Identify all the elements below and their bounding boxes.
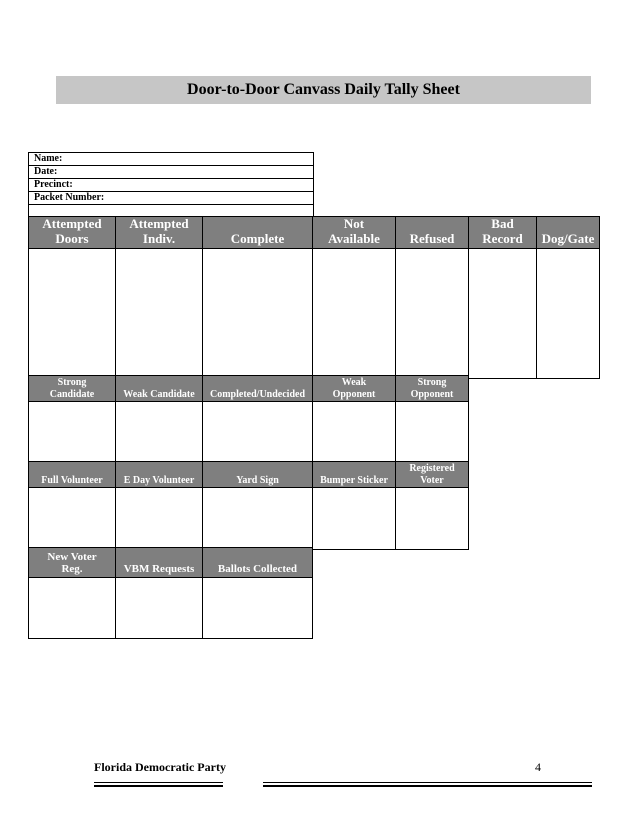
support-tally-table	[28, 375, 469, 464]
header-full-volunteer: Full Volunteer	[29, 462, 116, 488]
header-strong-candidate: Strong Candidate	[29, 376, 116, 402]
info-block	[28, 152, 314, 218]
header-attempted-doors: Attempted Doors	[29, 217, 116, 249]
tally-cell-yard-sign[interactable]	[203, 488, 313, 550]
title-bar	[56, 76, 591, 104]
header-yard-sign: Yard Sign	[203, 462, 313, 488]
tally-cell-full-volunteer[interactable]	[29, 488, 116, 550]
footer-rule-left-bottom	[94, 785, 223, 787]
footer-organization: Florida Democratic Party	[94, 760, 226, 774]
header-not-available: Not Available	[313, 217, 396, 249]
tally-cell-not-available[interactable]	[313, 248, 396, 378]
contact-tally-table	[28, 216, 600, 379]
tally-cell-ballots-collected[interactable]	[203, 578, 313, 639]
info-date-field: Date:	[29, 166, 313, 179]
header-new-voter-reg: New Voter Reg.	[29, 548, 116, 578]
tally-cell-weak-opponent[interactable]	[313, 402, 396, 464]
tally-cell-bumper-sticker[interactable]	[313, 488, 396, 550]
header-weak-candidate: Weak Candidate	[116, 376, 203, 402]
page-title: Door-to-Door Canvass Daily Tally Sheet	[187, 81, 460, 98]
footer-rule-right-bottom	[263, 785, 592, 787]
info-packet-number-field: Packet Number:	[29, 192, 313, 205]
header-bad-record: Bad Record	[469, 217, 537, 249]
volunteer-tally-table	[28, 461, 469, 550]
tally-cell-strong-opponent[interactable]	[396, 402, 469, 464]
header-refused: Refused	[396, 217, 469, 249]
header-attempted-indiv: Attempted Indiv.	[116, 217, 203, 249]
footer-rule-left-top	[94, 782, 223, 783]
tally-cell-refused[interactable]	[396, 248, 469, 378]
tally-cell-strong-candidate[interactable]	[29, 402, 116, 464]
tally-cell-attempted-indiv[interactable]	[116, 248, 203, 378]
header-bumper-sticker: Bumper Sticker	[313, 462, 396, 488]
tally-cell-vbm-requests[interactable]	[116, 578, 203, 639]
header-vbm-requests: VBM Requests	[116, 548, 203, 578]
tally-cell-e-day-volunteer[interactable]	[116, 488, 203, 550]
header-completed-undecided: Completed/Undecided	[203, 376, 313, 402]
header-strong-opponent: Strong Opponent	[396, 376, 469, 402]
header-registered-voter: Registered Voter	[396, 462, 469, 488]
header-complete: Complete	[203, 217, 313, 249]
header-ballots-collected: Ballots Collected	[203, 548, 313, 578]
tally-cell-dog-gate[interactable]	[537, 248, 600, 378]
tally-cell-complete[interactable]	[203, 248, 313, 378]
footer-rule-right-top	[263, 782, 592, 783]
info-precinct-field: Precinct:	[29, 179, 313, 192]
header-e-day-volunteer: E Day Volunteer	[116, 462, 203, 488]
info-name-field: Name:	[29, 153, 313, 166]
tally-cell-registered-voter[interactable]	[396, 488, 469, 550]
header-dog-gate: Dog/Gate	[537, 217, 600, 249]
footer-page-number: 4	[535, 760, 541, 774]
tally-cell-new-voter-reg[interactable]	[29, 578, 116, 639]
registration-tally-table	[28, 547, 313, 639]
header-weak-opponent: Weak Opponent	[313, 376, 396, 402]
tally-cell-bad-record[interactable]	[469, 248, 537, 378]
tally-cell-completed-undecided[interactable]	[203, 402, 313, 464]
tally-cell-attempted-doors[interactable]	[29, 248, 116, 378]
tally-cell-weak-candidate[interactable]	[116, 402, 203, 464]
